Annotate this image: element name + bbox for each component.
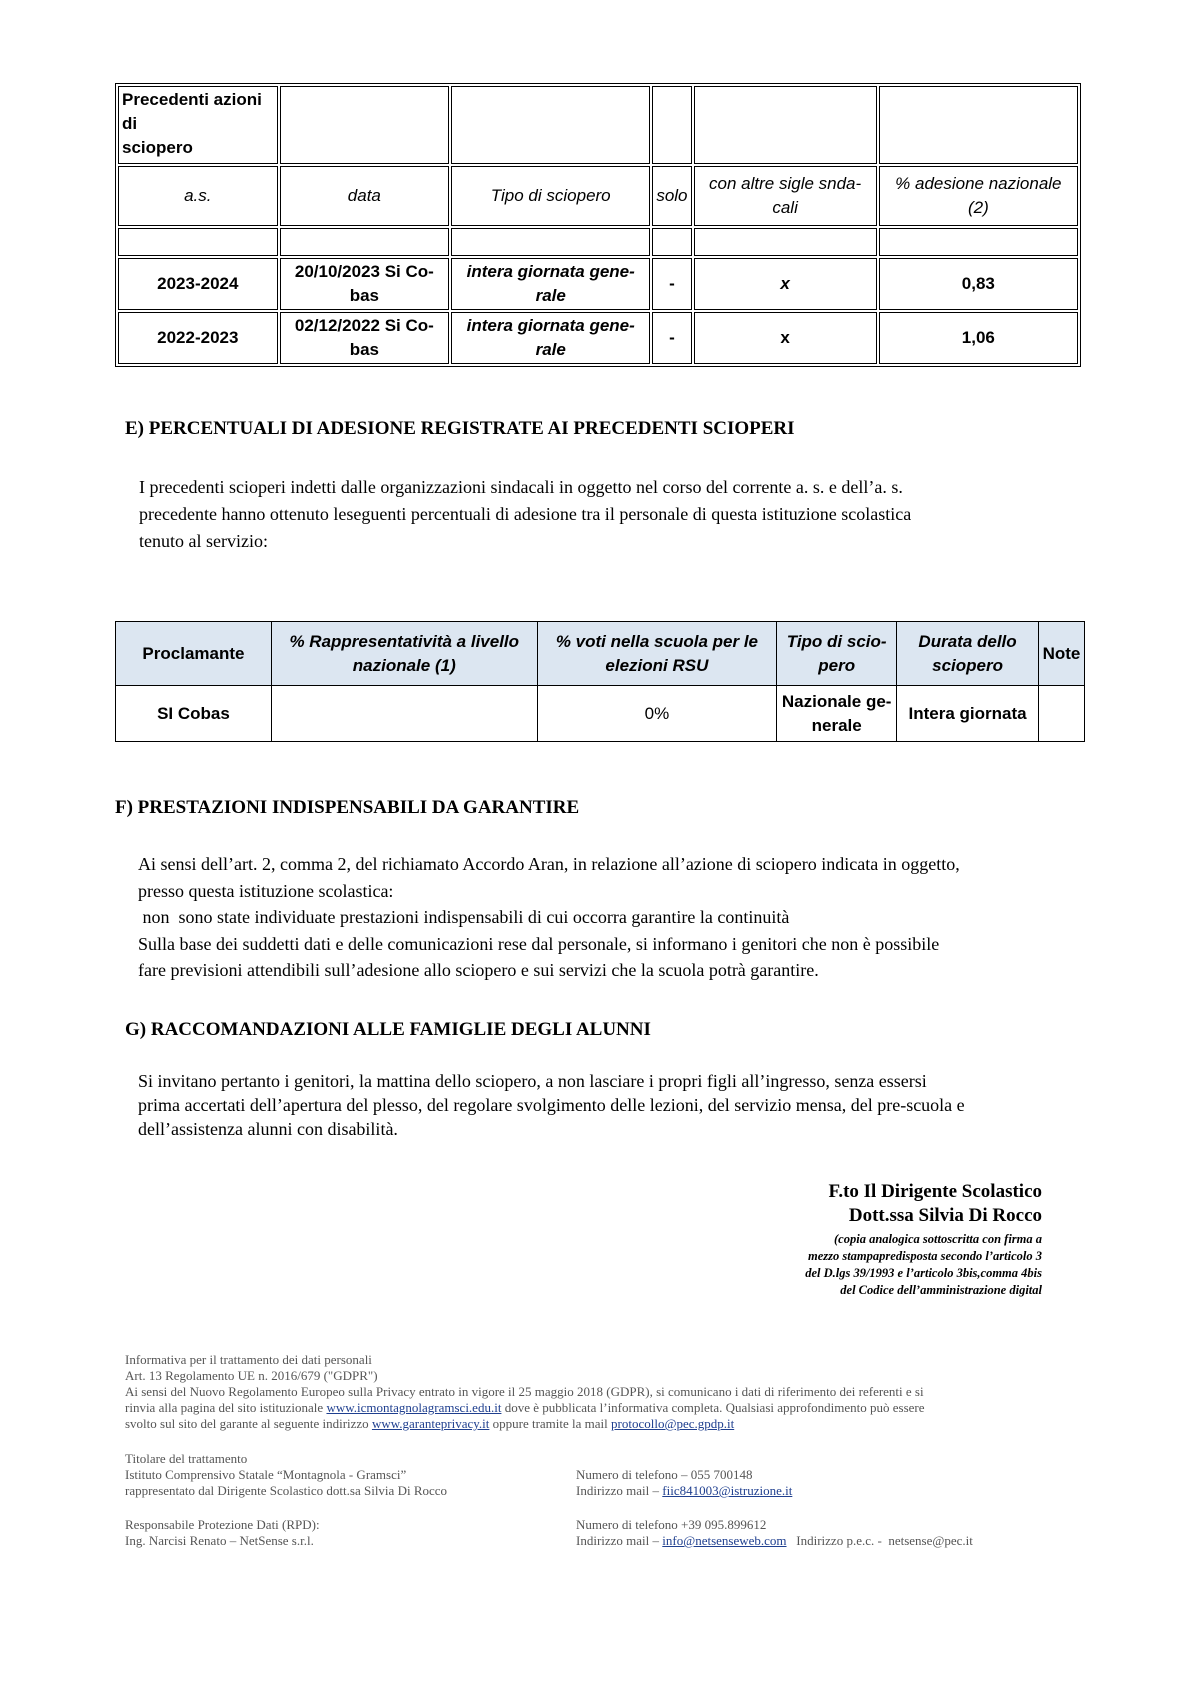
signature-name: Dott.ssa Silvia Di Rocco xyxy=(848,1205,1042,1226)
empty-cell xyxy=(879,86,1078,164)
titolare-label: Titolare del trattamento xyxy=(125,1451,248,1466)
garante-website-link[interactable]: www.garanteprivacy.it xyxy=(371,1416,490,1431)
titolare-block xyxy=(125,1451,545,1499)
cell-data: 02/12/2022 Si Co-bas xyxy=(280,312,450,364)
table-row xyxy=(118,258,1078,310)
table-title-line: di xyxy=(122,114,138,133)
empty-cell xyxy=(280,228,450,256)
column-header-voti: % voti nella scuola per le elezioni RSU xyxy=(537,622,777,686)
signature-note-line: del D.lgs 39/1993 e l’articolo 3bis,comma 4bis xyxy=(805,1266,1042,1280)
privacy-line xyxy=(125,1416,1085,1432)
section-f-text xyxy=(138,851,1098,984)
column-header-durata: Durata dello sciopero xyxy=(897,622,1039,686)
column-header-tipo: Tipo di scio-pero xyxy=(777,622,897,686)
empty-cell xyxy=(652,228,691,256)
paragraph-line: Sulla base dei suddetti dati e delle comunicazioni rese dal personale, si informano i genitori che non è possibile xyxy=(138,933,940,954)
paragraph-line: Si invitano pertanto i genitori, la mattina dello sciopero, a non lasciare i propri figli all’ingresso, senza essersi xyxy=(138,1071,927,1091)
titolare-representative: rappresentato dal Dirigente Scolastico dott.sa Silvia Di Rocco xyxy=(125,1483,448,1498)
cell-voti: 0% xyxy=(537,686,777,742)
section-g-text xyxy=(138,1069,1098,1141)
signature-block xyxy=(700,1181,1042,1301)
empty-cell xyxy=(694,86,877,164)
section-e-text xyxy=(139,474,1099,555)
privacy-title: Informativa per il trattamento dei dati personali xyxy=(125,1352,372,1367)
section-g-title: G) RACCOMANDAZIONI ALLE FAMIGLIE DEGLI ALUNNI xyxy=(125,1019,651,1040)
table-title-line: Precedenti azioni xyxy=(122,90,262,109)
column-header-proclamante: Proclamante xyxy=(116,622,272,686)
column-header-data: data xyxy=(280,166,450,226)
empty-cell xyxy=(451,86,650,164)
privacy-line xyxy=(125,1400,1085,1416)
section-f-title: F) PRESTAZIONI INDISPENSABILI DA GARANTIRE xyxy=(115,797,580,818)
rpd-phone: Numero di telefono +39 095.899612 xyxy=(576,1517,767,1532)
paragraph-line: I precedenti scioperi indetti dalle organizzazioni sindacali in oggetto nel corso del corrente a. s. e dell’a. s. xyxy=(139,477,903,497)
privacy-line: Ai sensi del Nuovo Regolamento Europeo sulla Privacy entrato in vigore il 25 maggio 2018 (GDPR), si comunicano i dati di riferimento dei referenti e si xyxy=(125,1384,924,1399)
paragraph-line: non sono state individuate prestazioni indispensabili di cui occorra garantire la continuità xyxy=(138,907,790,927)
cell-tipo: intera giornata gene-rale xyxy=(451,258,650,310)
signature-note-line: del Codice dell’amministrazione digital xyxy=(840,1283,1042,1297)
cell-solo: - xyxy=(652,258,691,310)
cell-as: 2022-2023 xyxy=(118,312,278,364)
rpd-pec: Indirizzo p.e.c. - netsense@pec.it xyxy=(786,1533,973,1548)
paragraph-line: dell’assistenza alunni con disabilità. xyxy=(138,1119,398,1139)
table-title-cell xyxy=(118,86,278,164)
titolare-contacts xyxy=(576,1467,1076,1499)
column-header-adesione: % adesione nazionale (2) xyxy=(879,166,1078,226)
empty-cell xyxy=(694,228,877,256)
column-header-rappresentativita: % Rappresentatività a livello nazionale (1) xyxy=(271,622,537,686)
mail-label: Indirizzo mail – xyxy=(576,1483,663,1498)
paragraph-line: fare previsioni attendibili sull’adesione allo sciopero e sui servizi che la scuola potrà garantire. xyxy=(138,960,819,980)
column-header-note: Note xyxy=(1038,622,1084,686)
table-row xyxy=(118,312,1078,364)
paragraph-line: precedente hanno ottenuto leseguenti percentuali di adesione tra il personale di questa istituzione scolastica xyxy=(139,504,912,524)
titolare-phone: Numero di telefono – 055 700148 xyxy=(576,1467,753,1482)
signature-title: F.to Il Dirigente Scolastico xyxy=(828,1181,1042,1202)
column-header-altre-sigle: con altre sigle snda-cali xyxy=(694,166,877,226)
table-row xyxy=(116,686,1085,742)
privacy-footer xyxy=(125,1352,1085,1432)
privacy-text: rinvia alla pagina del sito istituzionale xyxy=(125,1400,327,1415)
titolare-email-link[interactable]: fiic841003@istruzione.it xyxy=(662,1483,793,1498)
school-website-link[interactable]: www.icmontagnolagramsci.edu.it xyxy=(326,1400,502,1415)
signature-note xyxy=(805,1231,1042,1299)
column-header-tipo: Tipo di sciopero xyxy=(451,166,650,226)
strike-details-table xyxy=(115,621,1085,742)
cell-altre: x xyxy=(694,312,877,364)
cell-rappresentativita xyxy=(271,686,537,742)
rpd-label: Responsabile Protezione Dati (RPD): xyxy=(125,1517,320,1532)
cell-solo: - xyxy=(652,312,691,364)
cell-adesione: 0,83 xyxy=(879,258,1078,310)
cell-note xyxy=(1038,686,1084,742)
paragraph-line: presso questa istituzione scolastica: xyxy=(138,880,394,901)
rpd-name: Ing. Narcisi Renato – NetSense s.r.l. xyxy=(125,1533,314,1548)
empty-cell xyxy=(451,228,650,256)
rpd-mail-line xyxy=(576,1533,1096,1549)
empty-cell xyxy=(652,86,691,164)
cell-proclamante: SI Cobas xyxy=(116,686,272,742)
privacy-text: oppure tramite la mail xyxy=(489,1416,612,1431)
paragraph-line: prima accertati dell’apertura del plesso, del regolare svolgimento delle lezioni, del servizio mensa, del pre-scuola e xyxy=(138,1095,965,1115)
titolare-name: Istituto Comprensivo Statale “Montagnola - Gramsci” xyxy=(125,1467,407,1482)
garante-email-link[interactable]: protocollo@pec.gpdp.it xyxy=(611,1416,735,1431)
mail-label: Indirizzo mail – xyxy=(576,1533,663,1548)
section-e-title: E) PERCENTUALI DI ADESIONE REGISTRATE AI PRECEDENTI SCIOPERI xyxy=(125,418,795,439)
privacy-reference: Art. 13 Regolamento UE n. 2016/679 ("GDPR") xyxy=(125,1368,378,1383)
empty-cell xyxy=(879,228,1078,256)
privacy-text: dove è pubblicata l’informativa completa. Qualsiasi approfondimento può essere xyxy=(501,1400,925,1415)
cell-data: 20/10/2023 Si Co-bas xyxy=(280,258,450,310)
rpd-email-link[interactable]: info@netsenseweb.com xyxy=(662,1533,787,1548)
table-title-line: sciopero xyxy=(122,138,193,157)
cell-altre: x xyxy=(694,258,877,310)
titolare-mail-line xyxy=(576,1483,1076,1499)
cell-as: 2023-2024 xyxy=(118,258,278,310)
column-header-as: a.s. xyxy=(118,166,278,226)
empty-cell xyxy=(118,228,278,256)
column-header-solo: solo xyxy=(652,166,691,226)
signature-note-line: (copia analogica sottoscritta con firma a xyxy=(834,1232,1042,1246)
rpd-contacts xyxy=(576,1517,1096,1549)
cell-tipo: Nazionale ge-nerale xyxy=(777,686,897,742)
cell-adesione: 1,06 xyxy=(879,312,1078,364)
previous-strikes-table xyxy=(115,83,1081,367)
privacy-text: svolto sul sito del garante al seguente indirizzo xyxy=(125,1416,372,1431)
cell-durata: Intera giornata xyxy=(897,686,1039,742)
signature-note-line: mezzo stampapredisposta secondo l’articolo 3 xyxy=(807,1249,1042,1263)
cell-tipo: intera giornata gene-rale xyxy=(451,312,650,364)
empty-cell xyxy=(280,86,450,164)
paragraph-line: tenuto al servizio: xyxy=(139,531,268,551)
rpd-block xyxy=(125,1517,545,1549)
paragraph-line: Ai sensi dell’art. 2, comma 2, del richiamato Accordo Aran, in relazione all’azione di sciopero indicata in oggetto, xyxy=(138,854,960,874)
